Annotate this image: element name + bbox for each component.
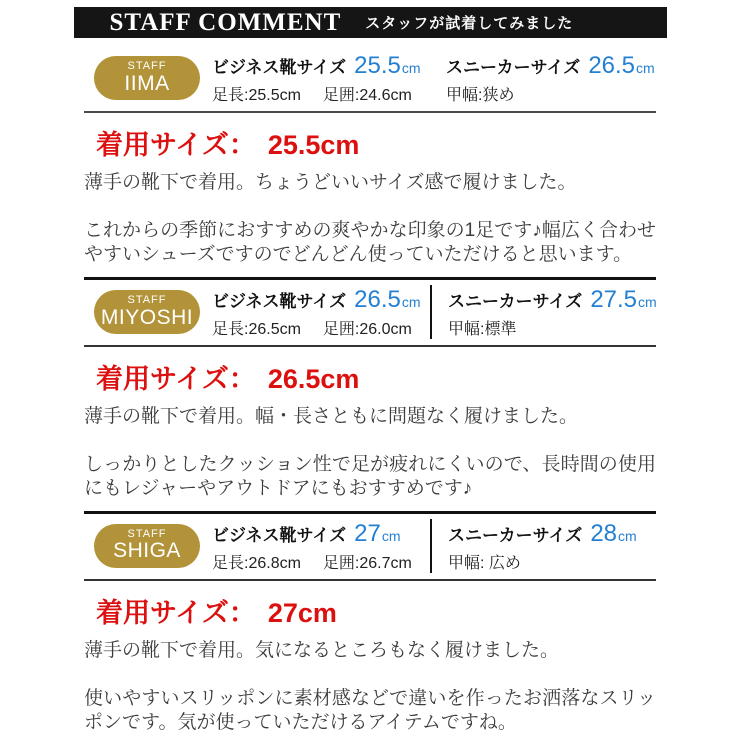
staff-info-row [84, 46, 656, 113]
detail-comment: しっかりとしたクッション性で足が疲れにくいので、長時間の使用にもレジャーやアウトドアにもおすすめです♪ [84, 453, 656, 499]
worn-size-heading [96, 591, 656, 630]
business-size-line [212, 286, 430, 314]
sneaker-size-line [448, 286, 657, 314]
business-size-label: ビジネス靴サイズ [212, 291, 347, 311]
detail-comment: 使いやすいスリッポンに素材感などで違いを作ったお洒落なスリッポンです。気が使っていただけるアイテムですね。 [84, 687, 656, 733]
sneaker-size-value: 26.5 [588, 52, 636, 79]
worn-size-label: 着用サイズ： [96, 597, 256, 628]
business-size-line [212, 520, 430, 548]
staff-badge [94, 56, 200, 100]
instep-value: 甲幅:狭め [446, 87, 515, 104]
size-info-table [212, 285, 657, 339]
sneaker-size-unit: cm [618, 527, 637, 544]
fit-comment: 薄手の靴下で着用。気になるところもなく履けました。 [84, 639, 560, 661]
instep-width [448, 316, 657, 339]
business-size-label: ビジネス靴サイズ [212, 525, 347, 545]
sneaker-size-label: スニーカーサイズ [448, 291, 583, 311]
business-size-column [212, 519, 430, 573]
staff-info-row [84, 511, 656, 581]
business-size-column [212, 51, 430, 105]
staff-section-iima [84, 46, 656, 267]
badge-staff-label: STAFF [127, 60, 167, 73]
sneaker-size-column [430, 519, 656, 573]
instep-value: 甲幅: 広め [448, 554, 521, 572]
foot-girth: 足囲:26.0cm [322, 320, 412, 338]
worn-size-heading [96, 357, 656, 396]
fit-comment: 薄手の靴下で着用。ちょうどいいサイズ感で履けました。 [84, 172, 577, 193]
staff-comment-header [74, 7, 667, 38]
business-size-line [212, 52, 430, 80]
foot-measurements [212, 82, 430, 105]
instep-value: 甲幅:標準 [448, 320, 517, 338]
business-size-label: ビジネス靴サイズ [212, 58, 347, 77]
worn-size-value: 27cm [267, 597, 337, 628]
sneaker-size-unit: cm [636, 60, 655, 76]
sneaker-size-line [448, 520, 656, 548]
foot-measurements [212, 550, 430, 573]
size-info-table [212, 51, 656, 105]
staff-section-miyoshi [84, 277, 656, 501]
header-title: STAFF COMMENT [109, 8, 342, 36]
badge-staff-label: STAFF [127, 527, 167, 540]
sneaker-size-value: 28 [590, 519, 618, 547]
worn-size-value: 26.5cm [267, 363, 360, 394]
worn-size-label: 着用サイズ： [96, 130, 256, 160]
size-info-table [212, 519, 656, 573]
foot-length: 足長:26.5cm [212, 320, 301, 338]
business-size-unit: cm [381, 527, 401, 544]
staff-name: IIMA [124, 71, 170, 95]
foot-length: 足長:25.5cm [212, 87, 301, 104]
sneaker-size-value: 27.5 [590, 285, 638, 313]
sneaker-size-column [430, 285, 657, 339]
sneaker-size-label: スニーカーサイズ [448, 525, 583, 545]
instep-width [448, 550, 656, 573]
foot-girth: 足囲:26.7cm [322, 554, 412, 572]
business-size-unit: cm [401, 60, 421, 76]
header-subtitle: スタッフが試着してみました [365, 15, 574, 32]
business-size-value: 27 [354, 519, 381, 547]
staff-name: MIYOSHI [100, 305, 194, 329]
staff-section-shiga [84, 511, 656, 735]
staff-badge [94, 290, 200, 334]
worn-size-value: 25.5cm [267, 130, 360, 160]
business-size-value: 26.5 [354, 285, 401, 313]
staff-badge [94, 524, 200, 568]
staff-info-row [84, 277, 656, 347]
staff-name: SHIGA [113, 539, 181, 563]
badge-staff-label: STAFF [127, 294, 167, 307]
sneaker-size-unit: cm [638, 293, 657, 310]
worn-size-label: 着用サイズ： [96, 363, 256, 394]
instep-width [446, 82, 656, 105]
sneaker-size-column [430, 51, 656, 105]
sneaker-size-label: スニーカーサイズ [446, 58, 581, 77]
foot-measurements [212, 316, 430, 339]
staff-comment-list [84, 46, 656, 734]
foot-girth: 足囲:24.6cm [322, 87, 412, 104]
business-size-column [212, 285, 430, 339]
sneaker-size-line [446, 52, 656, 80]
business-size-unit: cm [401, 293, 421, 310]
foot-length: 足長:26.8cm [212, 554, 301, 572]
fit-comment: 薄手の靴下で着用。幅・長さともに問題なく履けました。 [84, 405, 579, 427]
business-size-value: 25.5 [354, 52, 401, 79]
worn-size-heading [96, 123, 656, 162]
detail-comment: これからの季節におすすめの爽やかな印象の1足です♪幅広く合わせやすいシューズですのでどんどん使っていただけると思います。 [84, 219, 656, 265]
